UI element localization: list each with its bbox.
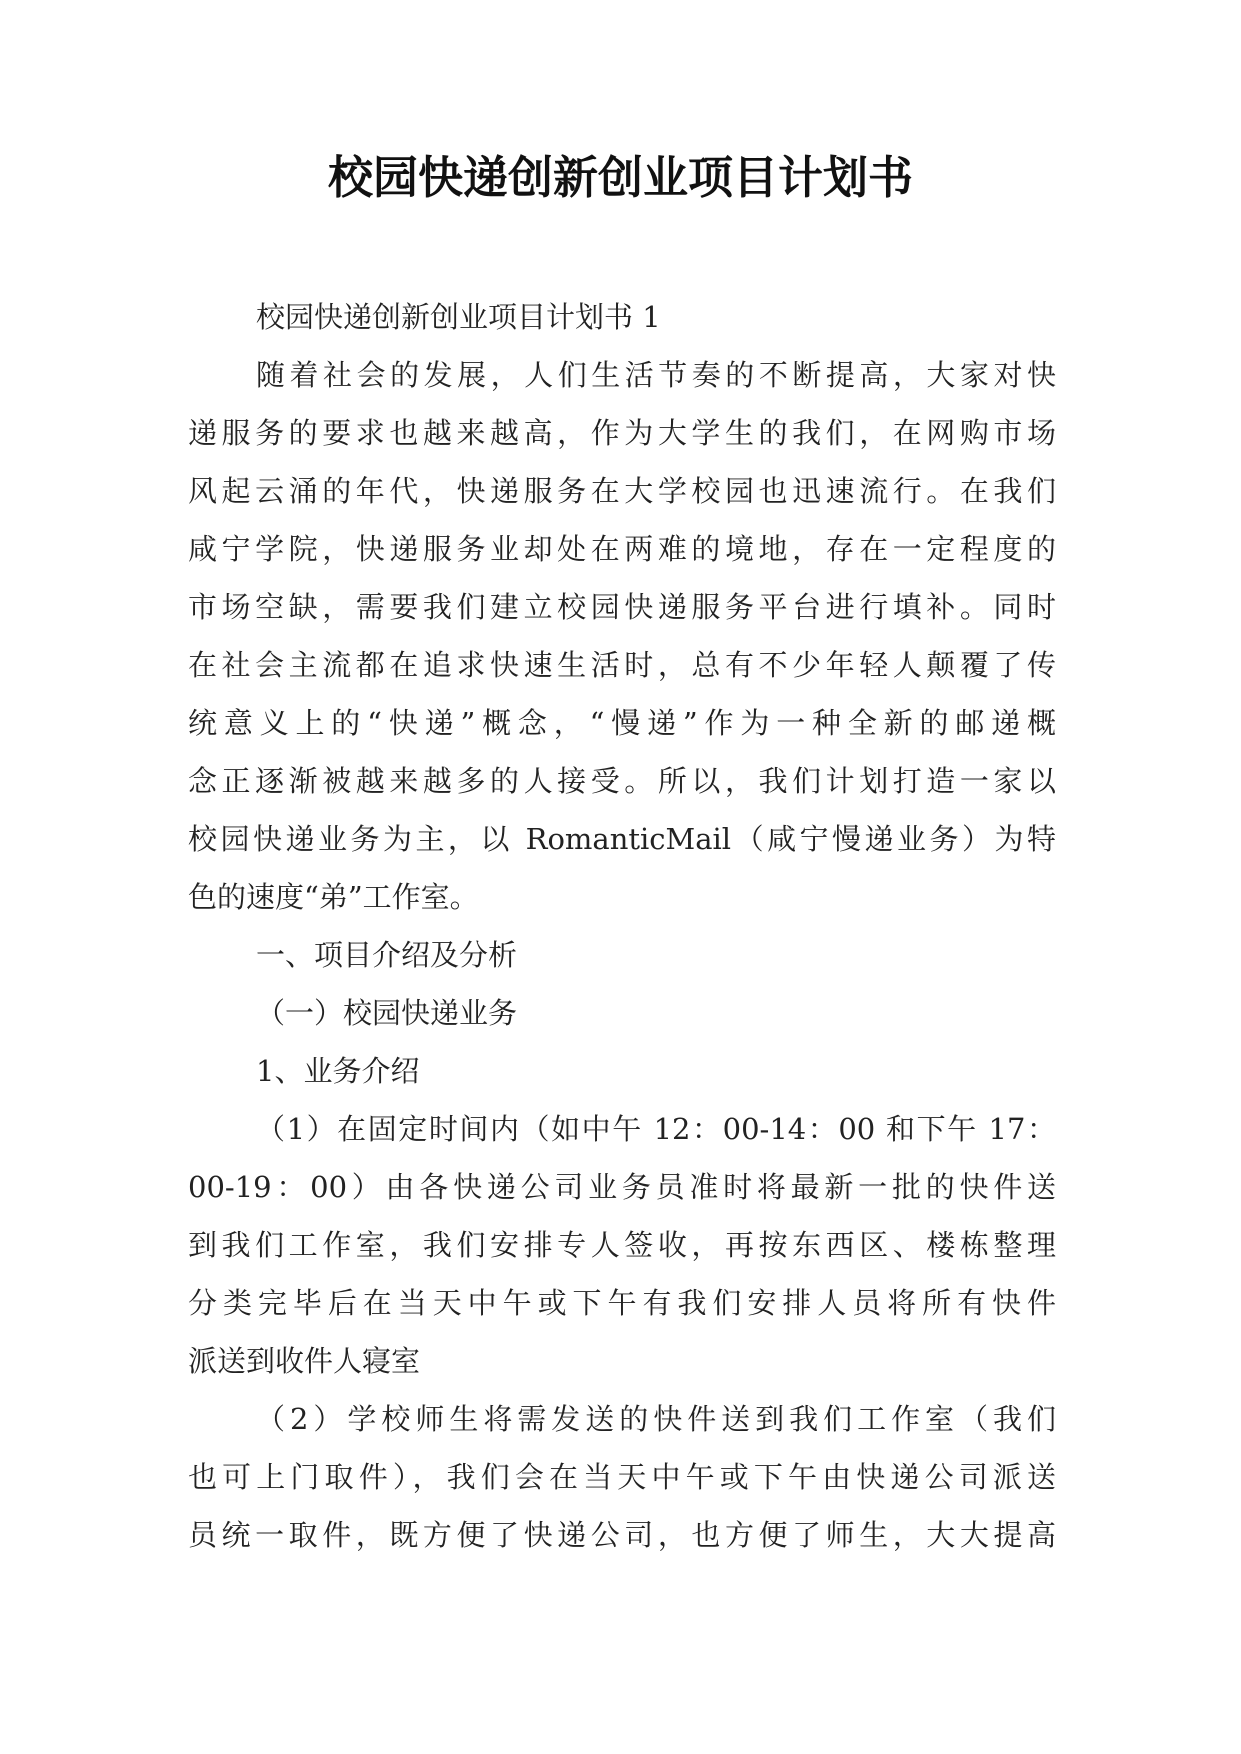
paragraph-line: 风起云涌的年代，快递服务在大学校园也迅速流行。在我们 — [188, 474, 1056, 508]
paragraph-line: 咸宁学院，快递服务业却处在两难的境地，存在一定程度的 — [188, 532, 1056, 566]
paragraph-line: 市场空缺，需要我们建立校园快递服务平台进行填补。同时 — [188, 590, 1056, 624]
paragraph-line: 递服务的要求也越来越高，作为大学生的我们，在网购市场 — [188, 416, 1056, 450]
document-title: 校园快递创新创业项目计划书 — [327, 151, 913, 204]
paragraph-line: 派送到收件人寝室 — [188, 1344, 421, 1378]
paragraph — [188, 1100, 1056, 1390]
paragraph — [188, 1390, 1056, 1564]
paragraph-line: 念正逐渐被越来越多的人接受。所以，我们计划打造一家以 — [188, 764, 1056, 798]
paragraph-line: 员统一取件，既方便了快递公司，也方便了师生，大大提高 — [188, 1518, 1056, 1552]
paragraph-line: 到我们工作室，我们安排专人签收，再按东西区、楼栋整理 — [188, 1228, 1056, 1262]
item-heading — [188, 1042, 1056, 1100]
paragraph-line: （一）校园快递业务 — [256, 996, 518, 1030]
document-body — [188, 288, 1056, 1564]
paragraph — [188, 288, 1056, 346]
paragraph-line: 统意义上的“快递”概念，“慢递”作为一种全新的邮递概 — [188, 706, 1056, 740]
paragraph-line: 随着社会的发展，人们生活节奏的不断提高，大家对快 — [256, 358, 1056, 392]
subsection-heading — [188, 984, 1056, 1042]
paragraph-line: 1、业务介绍 — [256, 1054, 420, 1088]
paragraph — [188, 346, 1056, 926]
paragraph-line: 在社会主流都在追求快速生活时，总有不少年轻人颠覆了传 — [188, 648, 1056, 682]
paragraph-line: （1）在固定时间内（如中午 12：00-14：00 和下午 17： — [256, 1112, 1056, 1146]
paragraph-line: 色的速度“弟”工作室。 — [188, 880, 479, 914]
paragraph-line: 也可上门取件），我们会在当天中午或下午由快递公司派送 — [188, 1460, 1056, 1494]
paragraph-line: 校园快递业务为主，以 RomanticMail（咸宁慢递业务）为特 — [188, 822, 1056, 856]
section-heading — [188, 926, 1056, 984]
paragraph-line: 分类完毕后在当天中午或下午有我们安排人员将所有快件 — [188, 1286, 1056, 1320]
paragraph-line: 校园快递创新创业项目计划书 1 — [256, 300, 661, 334]
paragraph-line: （2）学校师生将需发送的快件送到我们工作室（我们 — [256, 1402, 1056, 1436]
paragraph-line: 一、项目介绍及分析 — [256, 938, 518, 972]
paragraph-line: 00-19：00）由各快递公司业务员准时将最新一批的快件送 — [188, 1170, 1056, 1204]
